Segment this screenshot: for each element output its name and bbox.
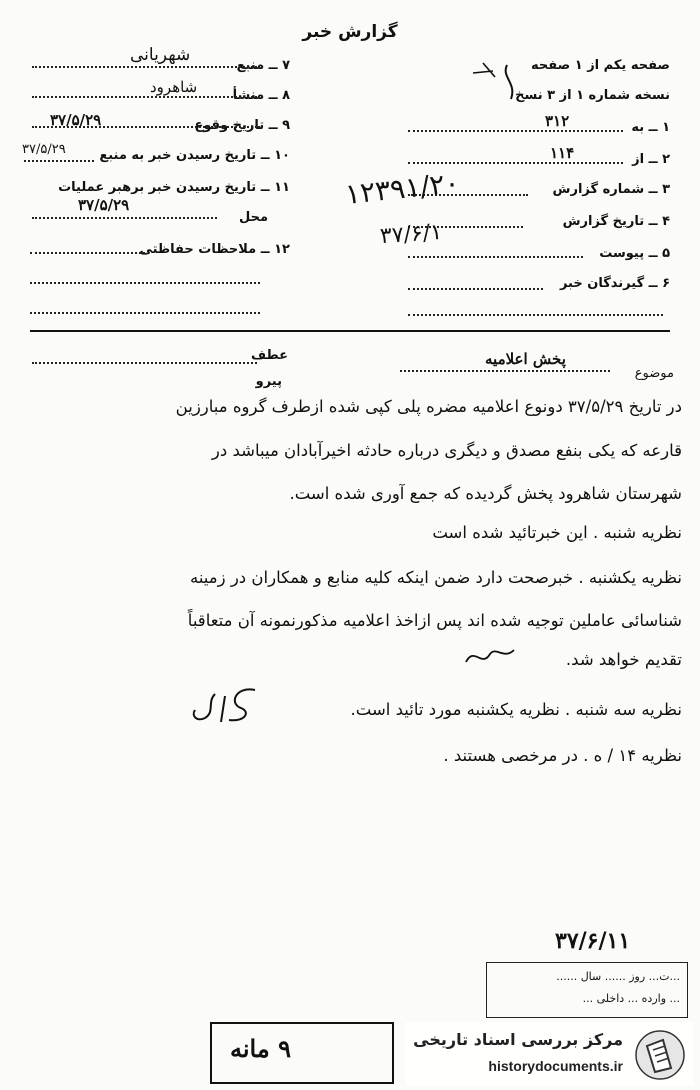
attach-dots <box>32 362 257 364</box>
event-date-value: ۳۷/۵/۲۹ <box>50 111 102 129</box>
follow-ref-label: پیرو <box>255 374 282 389</box>
stamp-line-1: ...ت... روز ...... سال ...... <box>556 970 680 983</box>
subject-value: پخش اعلامیه <box>485 350 566 368</box>
received-source-dots <box>24 160 94 162</box>
received-source-label: ۱۰ ــ تاریخ رسیدن خبر به منبع <box>99 148 290 163</box>
source-label: ۷ ــ منبع <box>236 58 290 73</box>
source-dots <box>32 66 260 68</box>
received-ops-label: ۱۱ ــ تاریخ رسیدن خبر برهبر عملیات <box>58 180 290 195</box>
received-source-value: ۳۷/۵/۲۹ <box>22 142 66 157</box>
recipients-dots-1 <box>408 288 543 290</box>
from-value: ۱۱۴ <box>550 144 575 162</box>
origin-dots <box>32 96 260 98</box>
notes-label: ۱۲ ــ ملاحظات حفاظتی <box>139 242 290 257</box>
received-ops-dots <box>32 217 217 219</box>
from-dots <box>408 162 623 164</box>
form-title: گزارش خبر <box>302 22 398 42</box>
report-date-label: ۴ ــ تاریخ گزارش <box>562 214 670 229</box>
notes-dots-1 <box>30 252 145 254</box>
note-sunday-2: شناسائی عاملین توجیه شده اند پس ازاخذ اعلامیه مذکورنمونه آن متعاقباً <box>187 611 682 630</box>
recipients-label: ۶ ــ گیرندگان خبر <box>559 276 670 291</box>
origin-label: ۸ ــ منشأ <box>232 88 290 103</box>
body-line-1: در تاریخ ۳۷/۵/۲۹ دونوع اعلامیه مضره پلی کپی شده ازطرف گروه مبارزین <box>175 397 682 416</box>
handwritten-report-number: ۱۲۳۹۱/۲۰ <box>343 166 462 211</box>
note-sunday-3: تقدیم خواهد شد. <box>565 650 682 669</box>
attachment-label: ۵ ــ پیوست <box>599 246 670 261</box>
watermark-logo-icon <box>633 1028 687 1082</box>
to-value: ۳۱۲ <box>545 112 570 130</box>
stamp-line-2: ... وارده ... داخلی ... <box>582 992 680 1005</box>
recipients-dots-2 <box>408 314 663 316</box>
watermark-url: historydocuments.ir <box>488 1058 623 1074</box>
notes-dots-2 <box>30 282 260 284</box>
to-label: ۱ ــ به <box>631 120 670 135</box>
body-line-3: شهرستان شاهرود پخش گردیده که جمع آوری شده است. <box>289 484 682 503</box>
from-label: ۲ ــ از <box>632 152 670 167</box>
signature-initials <box>460 642 520 672</box>
handwritten-report-date: ۳۷/۶/۱ <box>379 219 443 250</box>
subject-dots <box>400 370 610 372</box>
watermark <box>405 1022 693 1086</box>
origin-value: شاهرود <box>150 78 198 96</box>
received-ops-value: ۳۷/۵/۲۹ <box>78 196 130 214</box>
note-sunday-1: نظریه یکشنبه . خبرصحت دارد ضمن اینکه کلیه منابع و همکاران در زمینه <box>189 568 682 587</box>
body-line-2: قارعه که یکی بنفع مصدق و دیگری درباره حادثه اخیرآبادان میباشد در <box>211 441 682 460</box>
note-saturday: نظریه شنبه . این خبرتائید شده است <box>432 523 682 542</box>
note-final: نظریه ۱۴ / ه . در مرخصی هستند . <box>443 746 682 765</box>
page-label: صفحه یکم از ۱ صفحه <box>531 58 670 73</box>
notes-dots-3 <box>30 312 260 314</box>
stamp-number: ۳۷/۶/۱۱ <box>555 928 631 954</box>
note-tuesday: نظریه سه شنبه . نظریه یکشنبه مورد تائید است. <box>350 700 682 719</box>
handwritten-page-marks <box>465 55 535 110</box>
event-date-label: ۹ ــ تاریخ وقوع <box>194 118 290 133</box>
place-label: محل <box>238 210 268 225</box>
to-dots <box>408 130 623 132</box>
signature-tuesday <box>185 682 265 732</box>
attach-ref-label: عطف <box>250 348 288 363</box>
attachment-dots <box>408 256 583 258</box>
source-value: شهریانی <box>130 45 191 65</box>
watermark-name: مرکز بررسی اسناد تاریخی <box>413 1030 623 1049</box>
copy-label: نسخه شماره ۱ از ۳ نسخ <box>515 88 670 103</box>
subject-label: موضوع <box>634 366 674 381</box>
archive-box-text: ۹ مانه <box>230 1034 291 1063</box>
report-no-label: ۳ ــ شماره گزارش <box>552 182 670 197</box>
header-separator <box>30 330 670 332</box>
